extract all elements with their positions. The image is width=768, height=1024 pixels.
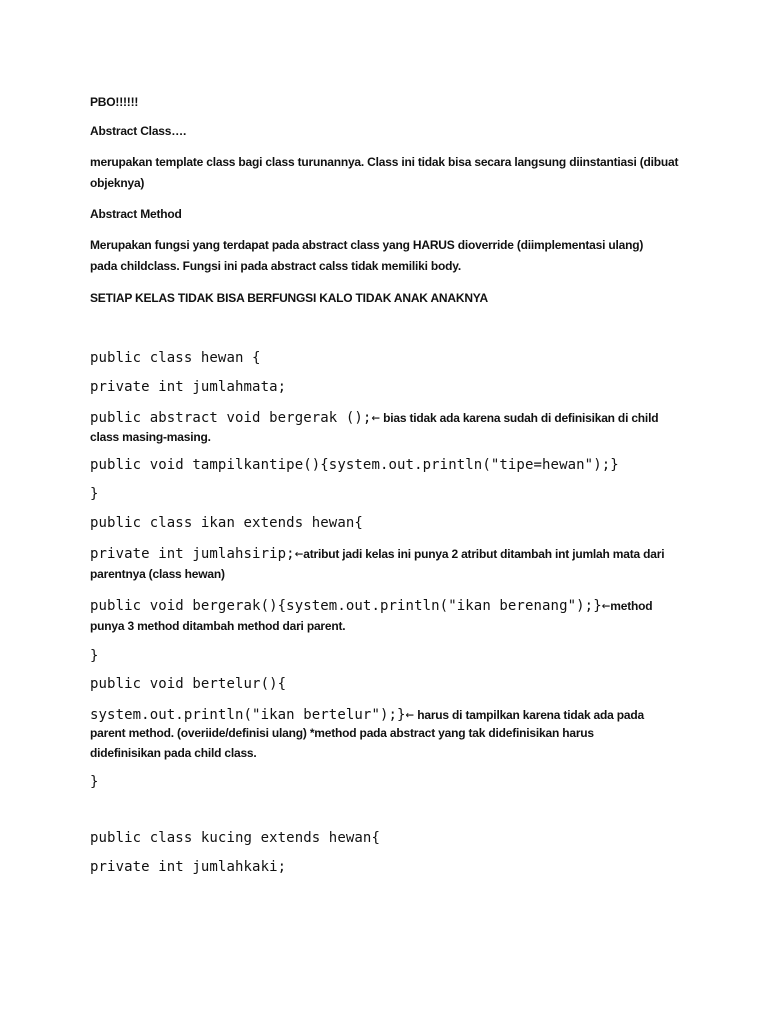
code-annotation: harus di tampilkan karena tidak ada pada (414, 708, 644, 722)
code-text: private int jumlahsirip;← (90, 546, 304, 562)
code-annotation: atribut jadi kelas ini punya 2 atribut ditambah int jumlah mata dari (303, 547, 665, 561)
doc-title: PBO!!!!!! (90, 95, 139, 109)
code-line-with-note (90, 407, 658, 429)
code-line: public class hewan { (90, 350, 261, 366)
code-line-with-note (90, 543, 664, 565)
abstract-method-desc-line-2: pada childclass. Fungsi ini pada abstract calss tidak memiliki body. (90, 259, 461, 273)
code-line: } (90, 486, 99, 502)
code-line: } (90, 774, 99, 790)
code-annotation-continued: class masing-masing. (90, 430, 211, 444)
caps-note: SETIAP KELAS TIDAK BISA BERFUNGSI KALO TIDAK ANAK ANAKNYA (90, 291, 488, 305)
code-text: public void bergerak(){system.out.println("ikan berenang");}← (90, 598, 611, 614)
code-line: public void bertelur(){ (90, 676, 287, 692)
code-annotation-continued: parentnya (class hewan) (90, 567, 225, 581)
code-text: system.out.println("ikan bertelur");}← (90, 707, 415, 723)
code-line: private int jumlahmata; (90, 379, 287, 395)
code-annotation: bias tidak ada karena sudah di definisikan di child (379, 411, 659, 425)
code-line-with-note (90, 595, 652, 617)
code-annotation-continued: parent method. (overiide/definisi ulang) *method pada abstract yang tak didefinisikan harus (90, 726, 594, 740)
abstract-method-heading: Abstract Method (90, 207, 182, 221)
code-line: public class kucing extends hewan{ (90, 830, 380, 846)
code-line: private int jumlahkaki; (90, 859, 287, 875)
code-line: public class ikan extends hewan{ (90, 515, 363, 531)
abstract-class-description: merupakan template class bagi class turunannya. Class ini tidak bisa secara langsung diinstantiasi (dibuat objeknya) (90, 155, 679, 190)
code-line: public void tampilkantipe(){system.out.println("tipe=hewan");} (90, 457, 619, 473)
code-text: public abstract void bergerak ();← (90, 410, 380, 426)
abstract-class-heading: Abstract Class…. (90, 124, 187, 138)
code-line: } (90, 648, 99, 664)
abstract-method-desc-line-1: Merupakan fungsi yang terdapat pada abstract class yang HARUS dioverride (diimplementasi ulang) (90, 238, 644, 252)
code-annotation-continued: punya 3 method ditambah method dari parent. (90, 619, 346, 633)
code-annotation: method (610, 599, 653, 613)
code-annotation-continued: didefinisikan pada child class. (90, 746, 257, 760)
